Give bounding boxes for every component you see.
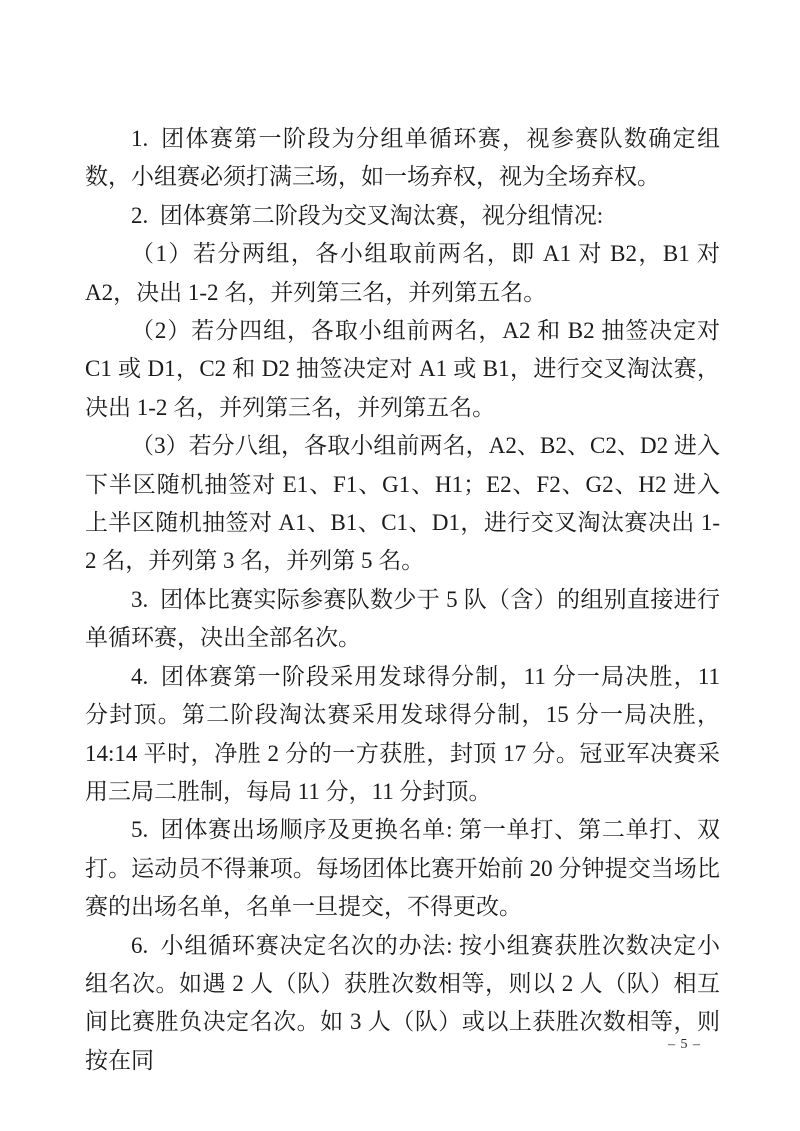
paragraph-rule-2-item-3: （3）若分八组，各取小组前两名，A2、B2、C2、D2 进入下半区随机抽签对 E1、F1、G1、H1；E2、F2、G2、H2 进入上半区随机抽签对 A1、B1、C1、D1，进行交叉淘汰赛决出 1-2 名，并列第 3 名，并列第 5 名。 (85, 433, 720, 574)
document-body (85, 120, 720, 1080)
page-number: – 5 – (668, 1037, 701, 1052)
paragraph-rule-4: 4. 团体赛第一阶段采用发球得分制，11 分一局决胜，11 分封顶。第二阶段淘汰赛采用发球得分制，15 分一局决胜，14:14 平时，净胜 2 分的一方获胜，封顶 17 分。冠亚军决赛采用三局二胜制，每局 11 分，11 分封顶。 (85, 663, 720, 804)
paragraph-rule-2: 2. 团体赛第二阶段为交叉淘汰赛，视分组情况: (131, 202, 604, 228)
paragraph-rule-6: 6. 小组循环赛决定名次的办法: 按小组赛获胜次数决定小组名次。如遇 2 人（队）获胜次数相等，则以 2 人（队）相互间比赛胜负决定名次。如 3 人（队）或以上获胜次数相等，则按在同 (85, 932, 720, 1073)
paragraph-rule-3: 3. 团体比赛实际参赛队数少于 5 队（含）的组别直接进行单循环赛，决出全部名次。 (85, 586, 720, 651)
paragraph-rule-5: 5. 团体赛出场顺序及更换名单: 第一单打、第二单打、双打。运动员不得兼项。每场团体比赛开始前 20 分钟提交当场比赛的出场名单，名单一旦提交，不得更改。 (85, 817, 720, 920)
paragraph-rule-2-item-1: （1）若分两组，各小组取前两名，即 A1 对 B2，B1 对 A2，决出 1-2 名，并列第三名，并列第五名。 (85, 241, 720, 305)
paragraph-rule-1: 1. 团体赛第一阶段为分组单循环赛，视参赛队数确定组数，小组赛必须打满三场，如一场弃权，视为全场弃权。 (85, 126, 720, 190)
paragraph-rule-2-item-2: （2）若分四组，各取小组前两名，A2 和 B2 抽签决定对 C1 或 D1，C2 和 D2 抽签决定对 A1 或 B1，进行交叉淘汰赛，决出 1-2 名，并列第三名，并列第五名。 (85, 318, 720, 420)
